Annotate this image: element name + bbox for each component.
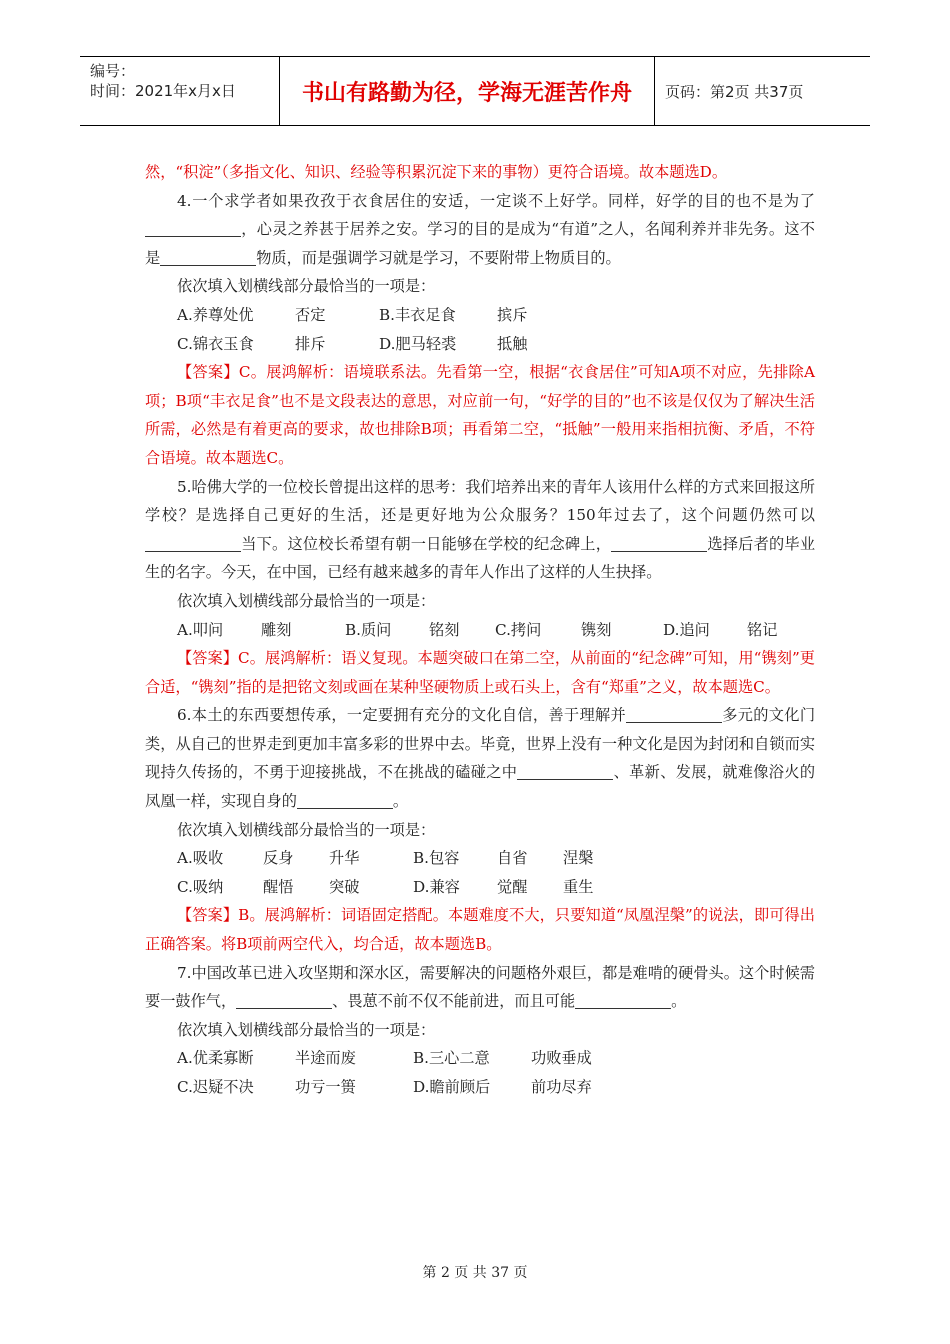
option-text: D.追问 (663, 620, 710, 639)
fill-blank (145, 535, 241, 552)
question-4-options-row1 (145, 301, 815, 330)
question-7-prompt: 依次填入划横线部分最恰当的一项是： (177, 1020, 436, 1039)
question-5-text-a: 5.哈佛大学的一位校长曾提出这样的思考：我们培养出来的青年人该用什么样的方式来回报这所学校？是选择自己更好的生活，还是更好地为公众服务？150年过去了，这个问题仍然可以 (145, 477, 815, 525)
option-text: B.丰衣足食 (379, 305, 456, 324)
question-4-text-c: 物质，而是强调学习就是学习，不要附带上物质目的。 (256, 248, 621, 267)
question-6-text-b: 多元的文化门类，从自己的世界走到更加丰富多彩的世界中去。毕竟，世界上没有一种文化是因为封闭和自锁而实现持久传扬的，不勇于迎接挑战，不在挑战的磕碰之中 (145, 706, 816, 782)
question-6 (145, 701, 815, 815)
option-text: A.吸收 (177, 849, 224, 868)
option-text: 升华 (329, 849, 360, 868)
option-text: 否定 (295, 305, 326, 324)
option-text: B.包容 (413, 849, 460, 868)
option-text: 抵触 (497, 334, 528, 353)
option-text: D.瞻前顾后 (413, 1078, 491, 1096)
option-text: 觉醒 (497, 877, 528, 896)
option-text: 镌刻 (581, 620, 612, 639)
question-5-options (145, 616, 815, 645)
option-text: 摈斥 (497, 305, 528, 324)
fill-blank (626, 706, 722, 723)
option-text: 突破 (329, 877, 360, 896)
fill-blank (517, 763, 613, 780)
question-7-options-row2 (145, 1073, 815, 1102)
option-text: 铭记 (747, 620, 778, 639)
question-5-text-c: 选择后者的毕业生的名字。今天，在中国，已经有越来越多的青年人作出了这样的人生抉择。 (145, 534, 816, 582)
question-6-text-a: 6.本土的东西要想传承，一定要拥有充分的文化自信，善于理解并 (177, 706, 626, 725)
question-5-text-b: 当下。这位校长希望有朝一日能够在学校的纪念碑上， (241, 534, 612, 553)
fill-blank (160, 249, 256, 266)
question-7-text-b: 、畏葸不前不仅不能前进，而且可能 (332, 992, 576, 1011)
option-text: A.养尊处优 (177, 305, 254, 324)
option-text: 醒悟 (263, 877, 294, 896)
time-label: 时间：2021年x月x日 (90, 82, 236, 100)
option-text: 自省 (497, 849, 528, 868)
fill-blank (236, 992, 332, 1009)
option-text: A.优柔寡断 (177, 1049, 254, 1068)
question-5 (145, 473, 815, 587)
fill-blank (145, 220, 241, 237)
question-6-options-row1 (145, 844, 815, 873)
question-6-options-row2 (145, 873, 815, 902)
question-4-options-row2 (145, 330, 815, 359)
option-text: C.拷问 (495, 620, 542, 639)
option-text: C.迟疑不决 (177, 1078, 254, 1096)
question-5-prompt: 依次填入划横线部分最恰当的一项是： (177, 591, 436, 610)
question-6-text-c: 、革新、发展，就难像浴火的凤凰一样，实现自身的 (145, 763, 816, 811)
number-label: 编号： (90, 62, 136, 80)
question-7-text-c: 。 (671, 992, 687, 1011)
option-text: C.锦衣玉食 (177, 334, 254, 353)
header-page-info: 页码：第2页 共37页 (665, 82, 804, 101)
option-text: 排斥 (295, 334, 326, 353)
question-6-prompt: 依次填入划横线部分最恰当的一项是： (177, 820, 436, 839)
answer-continuation: 然，“积淀”（多指文化、知识、经验等积累沉淀下来的事物）更符合语境。故本题选D。 (145, 163, 728, 181)
question-7-text-a: 7.中国改革已进入攻坚期和深水区，需要解决的问题格外艰巨，都是难啃的硬骨头。这个时候需要一鼓作气， (145, 963, 815, 1011)
option-text: B.质问 (345, 620, 392, 639)
page-header (80, 56, 870, 126)
option-text: 半途而废 (295, 1049, 356, 1068)
question-4-prompt: 依次填入划横线部分最恰当的一项是： (177, 277, 436, 296)
option-text: A.叩问 (177, 620, 224, 639)
header-meta (80, 57, 280, 125)
option-text: 涅槃 (563, 849, 594, 868)
question-7-options-row1 (145, 1044, 815, 1073)
option-text: C.吸纳 (177, 877, 224, 896)
option-text: D.兼容 (413, 877, 460, 896)
header-motto: 书山有路勤为径，学海无涯苦作舟 (280, 57, 655, 125)
document-body (145, 158, 815, 1102)
fill-blank (611, 535, 707, 552)
question-5-answer: 【答案】C。展鸿解析：语义复现。本题突破口在第二空，从前面的“纪念碑”可知，用“镌刻”更合适，“镌刻”指的是把铭文刻或画在某种坚硬物质上或石头上，含有“郑重”之义，故本题选C。 (145, 649, 815, 696)
question-6-answer: 【答案】B。展鸿解析：词语固定搭配。本题难度不大，只要知道“凤凰涅槃”的说法，即可得出正确答案。将B项前两空代入，均合适，故本题选B。 (145, 906, 815, 954)
question-6-text-d: 。 (392, 792, 409, 811)
option-text: 反身 (263, 849, 294, 868)
question-4-text-b: ，心灵之养甚于居养之安。学习的目的是成为“有道”之人，名闻利养并非先务。这不是 (145, 220, 815, 267)
fill-blank (297, 792, 393, 809)
page-footer: 第 2 页 共 37 页 (422, 1265, 528, 1281)
option-text: 雕刻 (261, 620, 292, 639)
question-4-text-a: 4.一个求学者如果孜孜于衣食居住的安适，一定谈不上好学。同样，好学的目的也不是为了 (177, 191, 815, 210)
option-text: 铭刻 (429, 620, 460, 639)
question-7 (145, 959, 815, 1016)
option-text: 重生 (563, 877, 594, 896)
option-text: 功亏一篑 (295, 1078, 356, 1096)
question-4 (145, 187, 815, 273)
question-4-answer: 【答案】C。展鸿解析：语境联系法。先看第一空，根据“衣食居住”可知A项不对应，先排除A项；B项“丰衣足食”也不是文段表达的意思，对应前一句，“好学的目的”也不该是仅仅为了解决生活所需，必然是有着更高的要求，故也排除B项；再看第二空，“抵触”一般用来指相抗衡、矛盾，不符合语境。故本题选C。 (145, 363, 815, 467)
option-text: B.三心二意 (413, 1049, 490, 1068)
option-text: D.肥马轻裘 (379, 334, 457, 353)
option-text: 功败垂成 (531, 1049, 592, 1068)
option-text: 前功尽弃 (531, 1078, 592, 1096)
fill-blank (575, 992, 671, 1009)
